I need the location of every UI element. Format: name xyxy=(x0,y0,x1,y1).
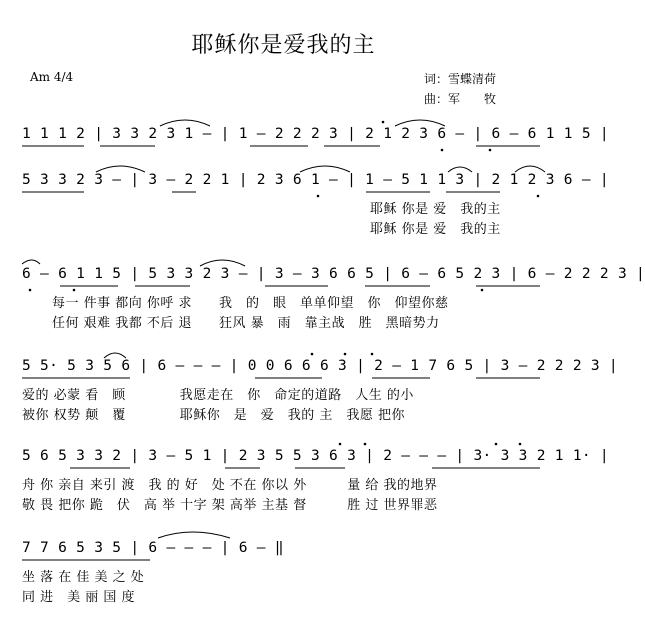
lyric-line-4-verse-1: 爱的 必蒙 看 顾 我愿走在 你 命定的道路 人生 的小 xyxy=(22,388,414,403)
tie-arc xyxy=(395,120,445,126)
octave-dot xyxy=(382,121,385,124)
tie-arc xyxy=(22,260,40,264)
notation-line-2: 5 3 3 2 3 – | 3 – 2 2 1 | 2 3 6 1 – | 1 – 5 1 1 3 | 2 1 2 3 6 – | xyxy=(22,172,609,188)
tie-arc xyxy=(300,166,350,172)
notation-line-6: 7 7 6 5 3 5 | 6 – – – | 6 – ‖ xyxy=(22,540,284,556)
octave-dot xyxy=(481,289,484,292)
octave-dot xyxy=(489,149,492,152)
octave-dot xyxy=(339,443,342,446)
composer-credit: 曲：军 牧 xyxy=(424,92,497,106)
octave-dot xyxy=(537,195,540,198)
octave-dot xyxy=(364,443,367,446)
lyric-line-3-verse-2: 任何 艰难 我都 不后 退 狂风 暴 雨 靠主战 胜 黑暗势力 xyxy=(52,316,440,331)
lyric-line-6-verse-2: 同 进 美 丽 国 度 xyxy=(22,590,136,605)
lyric-line-5-verse-2: 敬 畏 把你 跪 伏 高 举 十字 架 高举 主基 督 胜 过 世界罪恶 xyxy=(22,498,438,513)
tie-arc xyxy=(96,166,145,172)
key-signature: Am 4/4 xyxy=(30,70,74,84)
lyric-line-3-verse-1: 每一 件事 都向 你呼 求 我 的 眼 单单仰望 你 仰望你慈 xyxy=(52,296,449,311)
lyric-line-2-verse-1: 耶稣 你是 爱 我的主 xyxy=(370,202,501,217)
octave-dot xyxy=(344,353,347,356)
octave-dot xyxy=(371,353,374,356)
notation-line-3: 6 – 6 1 1 5 | 5 3 3 2 3 – | 3 – 3 6 6 5 | 6 – 6 5 2 3 | 6 – 2 2 2 3 | xyxy=(22,266,645,282)
tie-arc xyxy=(160,120,210,126)
octave-dot xyxy=(441,149,444,152)
lyricist-credit: 词：雪蝶清荷 xyxy=(424,72,497,86)
octave-dot xyxy=(311,353,314,356)
song-title: 耶稣你是爱我的主 xyxy=(191,33,376,58)
tie-arc xyxy=(448,167,472,172)
lyric-line-6-verse-1: 坐 落 在 佳 美 之 处 xyxy=(22,570,145,585)
tie-arc xyxy=(515,166,545,172)
notation-line-4: 5 5· 5 3 5 6 | 6 – – – | 0 0 6 6 6 3 | 2 – 1 7 6 5 | 3 – 2 2 2 3 | xyxy=(22,358,618,374)
tie-arc xyxy=(104,353,126,358)
notation-line-1: 1 1 1 2 | 3 3 2 3 1 – | 1 – 2 2 2 3 | 2 1 2 3 6 – | 6 – 6 1 1 5 | xyxy=(22,126,609,142)
octave-dot xyxy=(29,289,32,292)
octave-dot xyxy=(519,443,522,446)
tie-arc xyxy=(200,260,245,266)
octave-dot xyxy=(317,195,320,198)
lyric-line-2-verse-2: 耶稣 你是 爱 我的主 xyxy=(370,222,501,237)
octave-dot xyxy=(495,443,498,446)
lyric-line-5-verse-1: 舟 你 亲自 来引 渡 我 的 好 处 不在 你以 外 量 给 我的地界 xyxy=(22,478,438,493)
notation-line-5: 5 6 5 3 3 2 | 3 – 5 1 | 2 3 5 5 3 6 3 | 2 – – – | 3· 3 3 2 1 1· | xyxy=(22,448,609,464)
lyric-line-4-verse-2: 被你 权势 颠 覆 耶稣你 是 爱 我的 主 我愿 把你 xyxy=(22,408,406,423)
tie-arc xyxy=(158,532,230,538)
octave-dot xyxy=(73,289,76,292)
